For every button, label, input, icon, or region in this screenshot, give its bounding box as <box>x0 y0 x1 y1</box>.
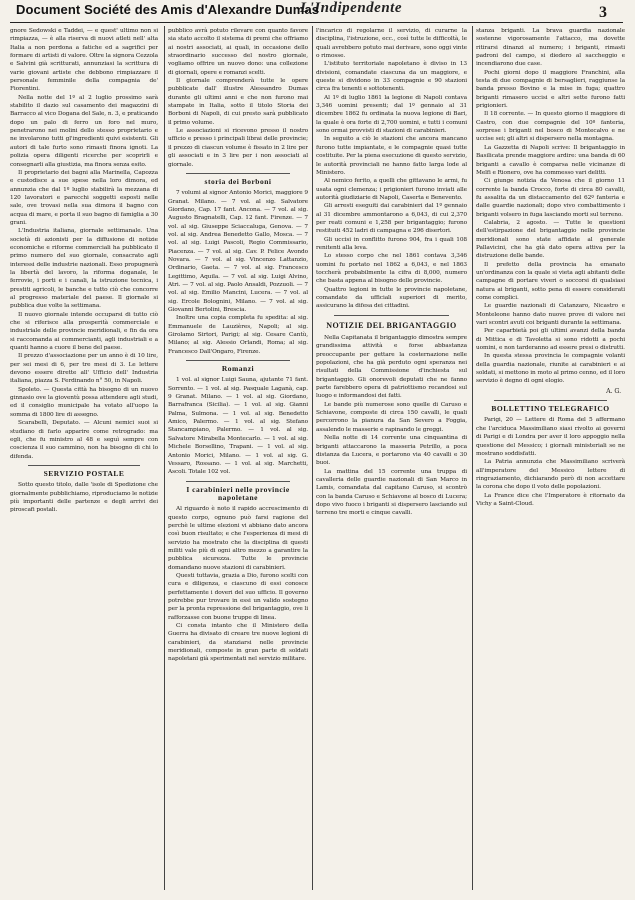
header-rule <box>10 22 623 23</box>
article-paragraph: Pochi giorni dopo il maggiore Franchini, alla testa di due compagnie di bersaglieri, raggiunse la banda presso Bovino e la mise in fuga; quattro briganti rimasero uccisi e altri sette furono fatti prigionieri. <box>476 69 625 110</box>
text-column-1 <box>10 27 158 892</box>
section-heading: SERVIZIO POSTALE <box>43 468 125 478</box>
article-paragraph: Il prezzo d'associazione per un anno è di 10 lire, per sei mesi di 6, per tre mesi di 3. Le lettere devono essere dirette all' Ufficio dell' Industria italiana, piazza S. Ferdinando n° 50, in Napoli. <box>10 353 158 385</box>
article-paragraph: Il proprietario dei bagni alla Marinella, Capozza e custodisce a sue spese nella loro dimora, ed annunzia che dal 1º luglio stabilirà la mezzana di 120 lavoratori e parecchi soggetti esposti nelle sale, ove trovasi nella sua dimora il bagno con acqua di mare, e porta il suo bagno di famiglia a 30 grani. <box>10 169 158 226</box>
section-divider <box>28 465 140 466</box>
section-divider <box>186 360 290 361</box>
newspaper-masthead: L'Indipendente <box>300 0 403 16</box>
article-paragraph: 7 volumi al signor Antonio Morici, maggiore 9 Granat. Milano. — 7 vol. al sig. Salvatore Giordano, Cap. 17 fant. Ancona. — 7 vol. al sig. Augusto Bragnatelli, Cap. 12 fant. Firenze. — 7 vol. al sig. Giuseppe Sciaccaluga, Genova. — 7 vol. al sig. Andrea Benedetto Gallo, Mosca. — 7 vol. al sig. Luigi Pascoli, Regio Commissario, Piacenza. — 7 vol. al sig. Cav. P. Felice Avondo Novara. — 7 vol. al sig. Vincenzo Lattanzio, Ordinario, Gaeta. — 7 vol. al sig. Francesco Legittimo, Aquila. — 7 vol. al sig. Luigi Alvino, Atri. — 7 vol. al sig. Paolo Ansaldi, Pozzuoli. — 7 vol. al sig. Emilio Mancini, Lucera. — 7 vol. al sig. Ercole Bolognini, Milano. — 7 vol. al sig. Giovanni Bertolini, Brescia. <box>168 190 308 313</box>
article-paragraph: La Gazzetta di Napoli scrive: Il brigantaggio in Basilicata prende maggiore ardire: una banda di 60 briganti a cavallo è comparsa nelle vicinanze di Melfi e Rionero, ove ha commesso vari delitti. <box>476 144 625 176</box>
article-paragraph: 1 vol. al signor Luigi Sauna, ajutante 71 fant. Sorrento. — 1 vol. al sig. Pasquale Laganà, cap. 9 Granat. Milano. — 1 vol. al sig. Giordano, Barrafranca (Sicilia). — 1 vol. al sig. Gianni Palma, Sulmona. — 1 vol. al sig. Benedetto Amico, Palermo. — 1 vol. al sig. Stefano Stancampiano, Palermo. — 1 vol. al sig. Salvatore Mirabella Montecarlo. — 1 vol. al sig. Michele Borsellino, Trapani. — 1 vol. al sig. Antonio Morici, Milano. — 1 vol. al sig. G. Vessaro, Rossano. — 1 vol. al sig. Marchetti, Ascoli. Totale 102 vol. <box>168 377 308 476</box>
article-paragraph: La Patria annunzia che Massimiliano scriverà all'imperatore del Messico lettere di ringraziamento, dichiarando però di non accettare la corona che dopo il voto delle popolazioni. <box>476 459 625 491</box>
article-paragraph: Parigi, 20 — Lettere di Roma del 5 affermano che l'arciduca Massimiliano siasi rivolto ai governi di Parigi e di Londra per aver il loro appoggio nella questione del Messico; i giornali ministeriali se ne mostrano soddisfatti. <box>476 417 625 457</box>
page-number: 3 <box>599 4 607 21</box>
section-divider <box>494 400 607 401</box>
article-signature: A. G. <box>606 387 621 395</box>
article-paragraph: In questa stessa provincia le compagnie volanti della guardia nazionale, riunite ai carabinieri e ai soldati, si mettono in moto al primo cenno, ed il loro servizio è degno di ogni elogio. <box>476 353 625 385</box>
article-paragraph: Le guardie nazionali di Catanzaro, Nicastro e Monteleone hanno dato nuove prove di valore nei vari scontri avuti coi briganti durante la settimana. <box>476 303 625 327</box>
text-column-4 <box>476 27 625 892</box>
section-heading: NOTIZIE DEL BRIGANTAGGIO <box>326 320 457 330</box>
section-heading: storia dei Borboni <box>204 176 272 186</box>
article-paragraph: Il prefetto della provincia ha emanato un'ordinanza con la quale si vieta agli abitanti delle campagne di portare viveri o soccorsi di qualsiasi natura ai briganti, sotto pena di essere considerati come complici. <box>476 261 625 301</box>
section-heading: I carabinieri nelle provincie napoletane <box>186 484 290 502</box>
article-paragraph: Al riguardo è noto il rapido accrescimento di questo corpo, ognuno può farsi ragione del perchè le ultime elezioni vi abbiano dato ancora così buon risultato; e che l'esperienza di mesi di servizio ha mostrato che la disciplina di questi militi vale più di ogni altro mezzo a garantire la pubblica sicurezza. Tutte le provincie domandano nuove stazioni di carabinieri. <box>168 506 308 571</box>
article-paragraph: Nella notte del 1º al 2 luglio prossimo sarà stabilito il dazio sul casamento dei magazzini di Barracco al vico Dogana del Sale, n. 3, e praticando dopo un palo di ferro un foro nel muro, penetrarono nei molini dello stesso proprietario e ne involarono tutti gl'ingredienti quivi esistenti. Gli autori di tale furto sono rimasti finora ignoti. La polizia opera diligenti ricerche per scoprirli e consegnarli alla giustizia, ma finora senza esito. <box>10 94 158 168</box>
article-paragraph: Calabria, 2 agosto. — Tutte le questioni dell'estirpazione del brigantaggio nelle provincie meridionali sono state affidate al generale Pallavicini, che ha già dato opera attiva per la distruzione delle bande. <box>476 219 625 260</box>
article-paragraph: In seguito a ciò le stazioni che ancora mancano furono tutte impiantate, e le compagnie quasi tutte costituite. Per la piena esecuzione di questo servizio, le autorità provinciali ne hanno fatto larga lode al Ministero. <box>316 136 467 176</box>
article-paragraph: Per caparbietà poi gli ultimi avanzi della banda di Mittica e di Tavoletta si sono ridotti a pochi uomini, e non tarderanno ad essere presi o distrutti. <box>476 328 625 352</box>
article-paragraph: Gli uccisi in conflitto furono 904, fra i quali 108 renitenti alla leva. <box>316 236 467 251</box>
section-divider <box>186 481 290 482</box>
article-paragraph: Inoltre una copia completa fu spedita: al sig. Emmanuele de Lauzières, Napoli; al sig. Girolamo Sirtori, Parigi; al sig. Cesare Cantù, Milano; al sig. Alessio Orlandi, Roma; al sig. Francesco Dall'Ongaro, Firenze. <box>168 315 308 355</box>
column-rule <box>472 26 473 890</box>
section-heading: Romanzi <box>221 364 255 374</box>
article-paragraph: L'istituto territoriale napoletano è diviso in 13 divisioni, comandate ciascuna da un maggiore, e queste si dividono in 33 compagnie e 90 stazioni circa fra tenenti e sottotenenti. <box>316 61 467 93</box>
article-paragraph: Ci giunge notizia da Venosa che il giorno 11 corrente la banda Crocco, forte di circa 80 cavalli, fu assalita da un distaccamento del 62º fanteria e dalle guardie nazionali; dopo vivo combattimento i briganti volsero in fuga lasciando morti sul terreno. <box>476 178 625 218</box>
section-divider <box>186 173 290 174</box>
article-paragraph: Nella Capitanata il brigantaggio dimostra sempre grandissima attività e forse abbastanza preoccupante per gettare la costernazione nelle popolazioni, che ha già perduto ogni speranza nei risultati della Commissione d'inchiesta sul brigantaggio. Gli onorevoli deputati che ne fanno parte farebbero opera di patriottismo recandosi sul luogo e informandosi dei fatti. <box>316 335 467 400</box>
text-column-3 <box>316 27 467 892</box>
article-paragraph: Scarabelli, Deputato. — Alcuni nemici suoi si studiano di farlo apparire come retrogrado: ma egli, che fu ministro al 48 e seguì sempre con coscienza il suo cammino, non ha bisogno di chi lo difenda. <box>10 420 158 460</box>
section-heading: BOLLETTINO TELEGRAFICO <box>491 404 610 414</box>
article-paragraph: pubblico avrà potuto rilevare con quanto favore sia stato accolto il sistema di premi che offriamo ai nostri associati, ai quali, in occasione dello straordinario successo del nostro giornale, vogliamo offrire un nuovo dono: una collezione di giornali, opere e romanzi scelti. <box>168 28 308 76</box>
article-paragraph: Sotto questo titolo, dalle 'isole di Spedizione che giornalmente pubblichiamo, riproduciamo le notizie più importanti delle partenze e degli arrivi dei piroscafi postali. <box>10 482 158 514</box>
article-paragraph: Nella notte di 14 corrente una cinquantina di briganti attaccarono la masseria Petrillo, a poca distanza da Lucera, e portarono via 40 cavalli e 30 buoi. <box>316 435 467 467</box>
article-paragraph: La France dice che l'Imperatore è ritornato da Vichy a Saint-Cloud. <box>476 492 625 507</box>
column-rule <box>164 26 165 890</box>
article-paragraph: Gli arresti eseguiti dai carabinieri dal 1º gennaio al 31 dicembre ammontarono a 6,043, di cui 2,370 per reati comuni e 1,258 per brigantaggio; furono restituiti 452 ladri di campagna e 296 disertori. <box>316 203 467 235</box>
article-paragraph: Quattro legioni in tutte le provincie napoletane, comandate da ufficiali superiori di merito, assicurano la difesa dei cittadini. <box>316 286 467 310</box>
article-paragraph: gnore Sedowski e Taddei, — e quest' ultimo non si rimpiazza, — è alla riserva di nuovi atleti nell' alta Italia a non perdona a fatiche ed a sagrifici per formare di artisti di valore. Oltre la signora Cezzola e Salvini già scritturati, annunziasi la scrittura di varie giovani artiste che debbono rimpiazzare il personale femminile della compagnia de' Fiorentini. <box>10 28 158 93</box>
article-paragraph: Spoleto. — Questa città ha bisogno di un nuovo ginnasio ove la gioventù possa attendere agli studi, ed il consiglio municipale ha votato all'uopo la somma di 1800 lire di assegno. <box>10 386 158 418</box>
article-paragraph: l'incarico di regolarne il servizio, di curarne la disciplina, l'istruzione, ecc., così tutte le difficoltà, le quali avrebbero potuto mai derivare, sono oggi vinte o rimosse. <box>316 28 467 60</box>
article-paragraph: La mattina del 15 corrente una truppa di cavalleria delle guardie nazionali di San Marco in Lamis, comandata dal capitano Caruso, si scontrò con la banda Caruso e Schiavone al bosco di Lucera; dopo vivo fuoco i briganti si dispersero lasciando sul terreno tre morti e cinque cavalli. <box>316 468 467 517</box>
article-paragraph: stanza briganti. La brava guardia nazionale sostenne vigorosamente l'attacco, ma dovette ritirarsi dinanzi al numero; i briganti, rimasti padroni del campo, si diedero al saccheggio e incendiarono due case. <box>476 28 625 68</box>
article-paragraph: Questi tuttavia, grazia a Dio, furono scelti con cura e diligenza, e ciascuno di essi conosce perfettamente i doveri del suo ufficio. Il governo potrebbe pur trovare in essi un valido sostegno per la pronta repressione del brigantaggio, ove li rafforzasse con buone truppe di linea. <box>168 572 308 621</box>
article-paragraph: Al 1º di luglio 1861 la legione di Napoli contava 3,346 uomini presenti; dal 1º gennaio al 31 dicembre 1862 fu ordinata la nuova legione di Bari, la quale è ora forte di 2,700 uomini, e tutti i comuni sono ormai provvisti di stazioni di carabinieri. <box>316 94 467 135</box>
document-watermark: Document Société des Amis d'Alexandre Dumas <box>16 2 320 17</box>
article-paragraph: Le bande più numerose sono quelle di Caruso e Schiavone, composte di circa 150 cavalli, le quali percorrono la pianura da San Severo a Foggia, assalendo le masserie e rapinando le greggi. <box>316 401 467 433</box>
section-divider <box>334 315 449 316</box>
article-paragraph: Il giornale comprenderà tutte le opere pubblicate dall' illustre Alessandro Dumas durante gli ultimi anni e che non furono mai stampate in Italia, sotto il titolo Storia dei Borboni di Napoli, di cui presto sarà pubblicato il primo volume. <box>168 78 308 126</box>
article-paragraph: L'Industria italiana, giornale settimanale. Una società di azionisti per la diffusione di notizie economiche e riforme commerciali ha pubblicato il primo numero del suo giornale, consacrato agli interessi delle industrie nazionali. Esso propugnerà la libertà del lavoro, la riforma doganale, le ferrovie, i porti e i canali, la istruzione tecnica, i prestiti agricoli, le banche e tutto ciò che concorre al progresso materiale del paese. Il giornale si pubblica due volte la settimana. <box>10 228 158 310</box>
article-paragraph: Al nemico ferito, a quelli che gittavano le armi, fu usata ogni clemenza; i prigionieri furono inviati alle autorità giudiziarie di Napoli, Caserta e Benevento. <box>316 178 467 201</box>
article-paragraph: Il 18 corrente. — In questo giorno il maggiore di Castro, con due compagnie del 10º fanteria, sorprese i briganti nel bosco di Montecalvo e ne uccise sei; gli altri si dispersero nella montagna. <box>476 111 625 143</box>
text-column-2 <box>168 27 308 892</box>
article-paragraph: Lo stesso corpo che nel 1861 contava 3,346 uomini fu portato nel 1862 a 6,043, e nel 1863 toccherà probabilmente la cifra di 8,000, numero che basta appena al bisogno delle provincie. <box>316 253 467 285</box>
article-paragraph: Le associazioni si ricevono presso il nostro ufficio e presso i principali librai delle provincie; il prezzo di ciascun volume è fissato in 2 lire per gli associati e in 3 lire per i non associati al giornale. <box>168 128 308 168</box>
column-rule <box>312 26 313 890</box>
article-paragraph: Il nuovo giornale intende occuparsi di tutto ciò che si riferisce alla prosperità commerciale e industriale delle provincie meridionali, e fin da ora si raccomanda ai commercianti, agli industriali e a quanti hanno a cuore il bene del paese. <box>10 311 158 352</box>
article-paragraph: Ci consta intanto che il Ministero della Guerra ha divisato di creare tre nuove legioni di carabinieri, da stanziarsi nelle provincie meridionali, composte in gran parte di soldati napoletani già sperimentati nel servizio militare. <box>168 623 308 663</box>
